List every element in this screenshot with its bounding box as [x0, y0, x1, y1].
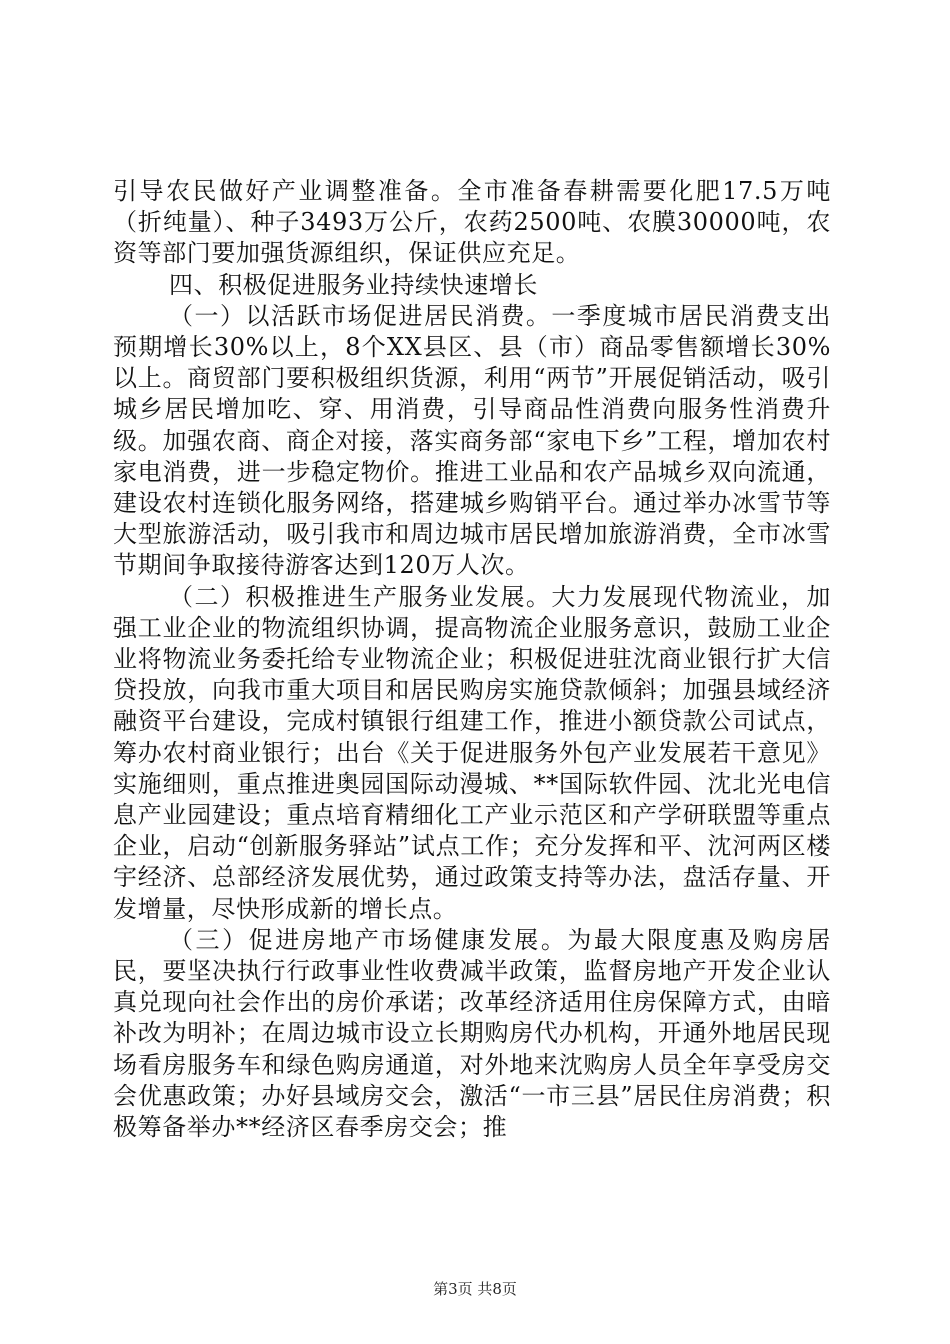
paragraph-consumption: （一）以活跃市场促进居民消费。一季度城市居民消费支出预期增长30%以上，8个XX县区、县（市）商品零售额增长30%以上。商贸部门要积极组织货源，利用“两节”开展促销活动，吸引城乡居民增加吃、穿、用消费，引导商品性消费向服务性消费升级。加强农商、商企对接，落实商务部“家电下乡”工程，增加农村家电消费，进一步稳定物价。推进工业品和农产品城乡双向流通，建设农村连锁化服务网络，搭建城乡购销平台。通过举办冰雪节等大型旅游活动，吸引我市和周边城市居民增加旅游消费，全市冰雪节期间争取接待游客达到120万人次。	[113, 301, 831, 580]
section-heading: 四、积极促进服务业持续快速增长	[169, 270, 538, 299]
paragraph-real-estate: （三）促进房地产市场健康发展。为最大限度惠及购房居民，要坚决执行行政事业性收费减半政策，监督房地产开发企业认真兑现向社会作出的房价承诺；改革经济适用住房保障方式，由暗补改为明补；在周边城市设立长期购房代办机构，开通外地居民现场看房服务车和绿色购房通道，对外地来沈购房人员全年享受房交会优惠政策；办好县域房交会，激活“一市三县”居民住房消费；积极筹备举办**经济区春季房交会；推	[113, 925, 831, 1142]
paragraph-continued: 引导农民做好产业调整准备。全市准备春耕需要化肥17.5万吨（折纯量）、种子3493万公斤，农药2500吨、农膜30000吨，农资等部门要加强货源组织，保证供应充足。	[113, 177, 831, 268]
paragraph-production-services: （二）积极推进生产服务业发展。大力发展现代物流业，加强工业企业的物流组织协调，提高物流企业服务意识，鼓励工业企业将物流业务委托给专业物流企业；积极促进驻沈商业银行扩大信贷投放，向我市重大项目和居民购房实施贷款倾斜；加强县域经济融资平台建设，完成村镇银行组建工作，推进小额贷款公司试点，筹办农村商业银行；出台《关于促进服务外包产业发展若干意见》实施细则，重点推进奥园国际动漫城、**国际软件园、沈北光电信息产业园建设；重点培育精细化工产业示范区和产学研联盟等重点企业，启动“创新服务驿站”试点工作；充分发挥和平、沈河两区楼宇经济、总部经济发展优势，通过政策支持等办法，盘活存量、开发增量，尽快形成新的增长点。	[113, 582, 831, 923]
body-text	[113, 176, 831, 1143]
page-footer: 第3页 共8页	[433, 1280, 517, 1298]
